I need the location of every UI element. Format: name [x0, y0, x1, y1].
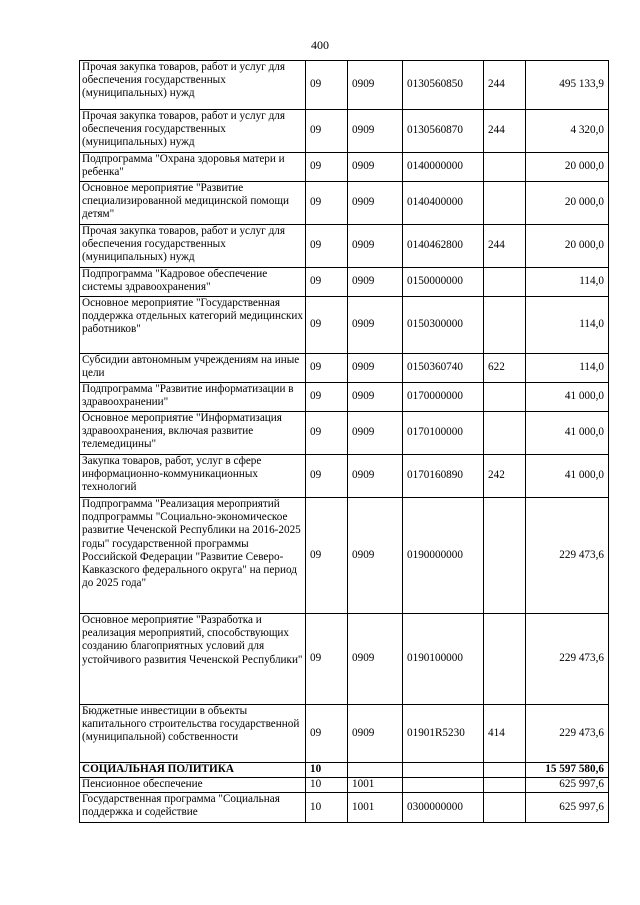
row-target-article: 0150000000 — [403, 268, 484, 297]
row-name: Основное мероприятие "Развитие специализированной медицинской помощи детям" — [80, 182, 306, 225]
row-expense-type — [484, 268, 526, 297]
row-subsection: 1001 — [348, 793, 403, 823]
row-section: 09 — [306, 383, 348, 412]
table-row — [80, 455, 609, 498]
row-expense-type — [484, 763, 526, 778]
row-amount: 229 473,6 — [526, 498, 609, 614]
row-section: 09 — [306, 61, 348, 110]
row-target-article: 0140000000 — [403, 153, 484, 182]
row-section: 09 — [306, 455, 348, 498]
table-row — [80, 182, 609, 225]
row-amount: 625 997,6 — [526, 793, 609, 823]
table-row — [80, 297, 609, 354]
row-subsection: 0909 — [348, 455, 403, 498]
row-target-article: 0150360740 — [403, 354, 484, 383]
table-row — [80, 61, 609, 110]
row-section: 10 — [306, 778, 348, 793]
row-expense-type: 244 — [484, 61, 526, 110]
row-expense-type: 244 — [484, 110, 526, 153]
row-amount: 20 000,0 — [526, 153, 609, 182]
row-target-article: 0150300000 — [403, 297, 484, 354]
row-name: Основное мероприятие "Разработка и реализация мероприятий, способствующих созданию благоприятных условий для устойчивого развития Чеченской Республики" — [80, 614, 306, 705]
row-amount: 114,0 — [526, 297, 609, 354]
row-name: Государственная программа "Социальная поддержка и содействие — [80, 793, 306, 823]
table-row — [80, 383, 609, 412]
row-amount: 20 000,0 — [526, 225, 609, 268]
row-subsection: 0909 — [348, 225, 403, 268]
row-subsection: 0909 — [348, 268, 403, 297]
row-section: 09 — [306, 412, 348, 455]
row-expense-type — [484, 778, 526, 793]
row-name: Субсидии автономным учреждениям на иные цели — [80, 354, 306, 383]
table-row — [80, 412, 609, 455]
row-subsection: 0909 — [348, 412, 403, 455]
table-row — [80, 110, 609, 153]
row-section: 09 — [306, 297, 348, 354]
row-section: 09 — [306, 110, 348, 153]
row-expense-type — [484, 412, 526, 455]
row-target-article: 0130560850 — [403, 61, 484, 110]
row-subsection: 0909 — [348, 61, 403, 110]
row-expense-type: 244 — [484, 225, 526, 268]
row-subsection: 0909 — [348, 614, 403, 705]
table-row-section-total — [80, 763, 609, 778]
row-amount: 41 000,0 — [526, 383, 609, 412]
row-name: Подпрограмма "Кадровое обеспечение системы здравоохранения" — [80, 268, 306, 297]
row-section: 10 — [306, 763, 348, 778]
row-target-article — [403, 763, 484, 778]
row-target-article: 01901R5230 — [403, 705, 484, 763]
row-target-article: 0140400000 — [403, 182, 484, 225]
row-name: Закупка товаров, работ, услуг в сфере информационно-коммуникационных технологий — [80, 455, 306, 498]
row-name: Подпрограмма "Развитие информатизации в здравоохранении" — [80, 383, 306, 412]
row-subsection: 0909 — [348, 705, 403, 763]
table-row — [80, 498, 609, 614]
row-subsection: 0909 — [348, 354, 403, 383]
row-target-article: 0170000000 — [403, 383, 484, 412]
row-expense-type — [484, 498, 526, 614]
row-target-article: 0130560870 — [403, 110, 484, 153]
row-amount: 114,0 — [526, 354, 609, 383]
row-section: 09 — [306, 354, 348, 383]
row-target-article: 0190000000 — [403, 498, 484, 614]
table-row — [80, 153, 609, 182]
row-expense-type — [484, 383, 526, 412]
row-section: 09 — [306, 182, 348, 225]
row-section: 09 — [306, 268, 348, 297]
row-target-article: 0190100000 — [403, 614, 484, 705]
row-name: Прочая закупка товаров, работ и услуг для обеспечения государственных (муниципальных) нужд — [80, 61, 306, 110]
row-amount: 495 133,9 — [526, 61, 609, 110]
row-name: Основное мероприятие "Информатизация здравоохранения, включая развитие телемедицины" — [80, 412, 306, 455]
row-subsection: 0909 — [348, 383, 403, 412]
row-amount: 114,0 — [526, 268, 609, 297]
table-row — [80, 705, 609, 763]
budget-table — [79, 60, 609, 823]
table-row — [80, 614, 609, 705]
row-amount: 229 473,6 — [526, 705, 609, 763]
row-target-article: 0300000000 — [403, 793, 484, 823]
row-subsection: 0909 — [348, 297, 403, 354]
row-section: 09 — [306, 225, 348, 268]
page-number: 400 — [311, 38, 329, 52]
row-subsection — [348, 763, 403, 778]
row-amount: 15 597 580,6 — [526, 763, 609, 778]
row-name: Прочая закупка товаров, работ и услуг для обеспечения государственных (муниципальных) нужд — [80, 110, 306, 153]
row-name: СОЦИАЛЬНАЯ ПОЛИТИКА — [80, 763, 306, 778]
row-name: Пенсионное обеспечение — [80, 778, 306, 793]
row-amount: 4 320,0 — [526, 110, 609, 153]
row-name: Подпрограмма "Охрана здоровья матери и ребенка" — [80, 153, 306, 182]
table-row — [80, 354, 609, 383]
row-section: 10 — [306, 793, 348, 823]
row-name: Прочая закупка товаров, работ и услуг для обеспечения государственных (муниципальных) нужд — [80, 225, 306, 268]
row-amount: 20 000,0 — [526, 182, 609, 225]
row-target-article — [403, 778, 484, 793]
row-section: 09 — [306, 705, 348, 763]
table-row — [80, 793, 609, 823]
row-expense-type: 414 — [484, 705, 526, 763]
table-row — [80, 225, 609, 268]
row-subsection: 0909 — [348, 153, 403, 182]
row-expense-type — [484, 153, 526, 182]
row-section: 09 — [306, 498, 348, 614]
row-expense-type — [484, 297, 526, 354]
row-section: 09 — [306, 153, 348, 182]
row-target-article: 0170160890 — [403, 455, 484, 498]
row-expense-type — [484, 793, 526, 823]
row-amount: 625 997,6 — [526, 778, 609, 793]
row-amount: 229 473,6 — [526, 614, 609, 705]
row-name: Основное мероприятие "Государственная поддержка отдельных категорий медицинских работников" — [80, 297, 306, 354]
row-expense-type: 242 — [484, 455, 526, 498]
row-expense-type — [484, 182, 526, 225]
row-section: 09 — [306, 614, 348, 705]
row-amount: 41 000,0 — [526, 455, 609, 498]
row-name: Подпрограмма "Реализация мероприятий подпрограммы "Социально-экономическое развитие Чеченской Республики на 2016-2025 годы" государственной программы Российской Федерации "Развитие Северо-Кавказского федерального округа" на период до 2025 года" — [80, 498, 306, 614]
row-target-article: 0170100000 — [403, 412, 484, 455]
table-row — [80, 778, 609, 793]
row-target-article: 0140462800 — [403, 225, 484, 268]
row-amount: 41 000,0 — [526, 412, 609, 455]
row-subsection: 0909 — [348, 110, 403, 153]
row-name: Бюджетные инвестиции в объекты капитального строительства государственной (муниципальной) собственности — [80, 705, 306, 763]
row-subsection: 0909 — [348, 498, 403, 614]
row-expense-type: 622 — [484, 354, 526, 383]
row-subsection: 0909 — [348, 182, 403, 225]
row-subsection: 1001 — [348, 778, 403, 793]
table-row — [80, 268, 609, 297]
row-expense-type — [484, 614, 526, 705]
